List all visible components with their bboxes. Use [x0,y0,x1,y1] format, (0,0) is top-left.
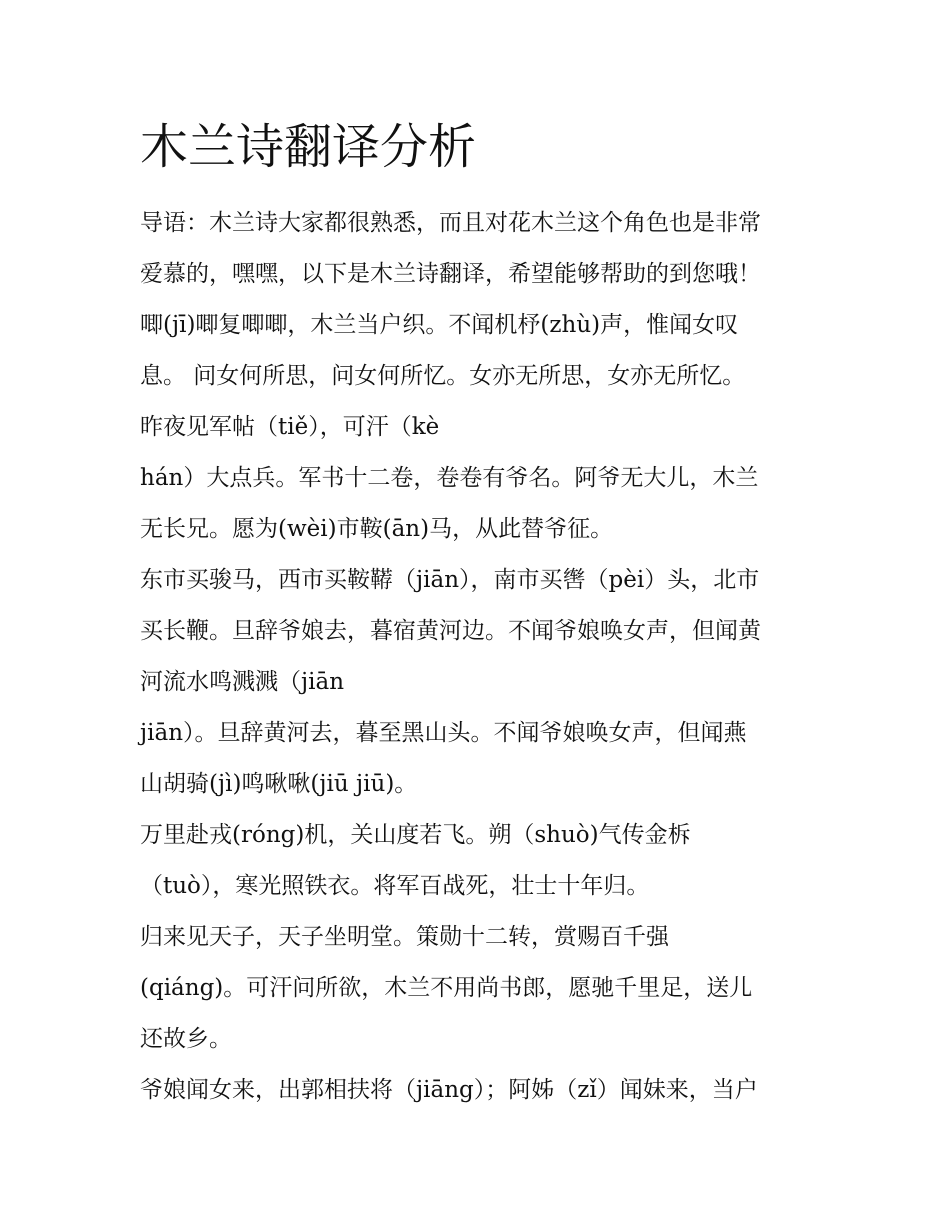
document-title: 木兰诗翻译分析 [140,119,477,175]
text-line: 昨夜见军帖（tiě），可汗（kè [140,414,440,440]
text-line: 河流水鸣溅溅（jiān [140,669,345,695]
text-line: jiān）。旦辞黄河去，暮至黑山头。不闻爷娘唤女声，但闻燕 [140,720,747,746]
text-line: 息。 问女何所思，问女何所忆。女亦无所思，女亦无所忆。 [140,363,746,389]
text-line: hán）大点兵。军书十二卷，卷卷有爷名。阿爷无大儿，木兰 [140,465,759,491]
text-line: 山胡骑(jì)鸣啾啾(jiū jiū)。 [140,771,418,797]
text-line: 万里赴戎(róng)机，关山度若飞。朔（shuò)气传金柝 [140,822,691,848]
text-line: 爱慕的，嘿嘿，以下是木兰诗翻译，希望能够帮助的到您哦！ [140,261,761,287]
document-page [140,112,830,1116]
text-line: 爷娘闻女来，出郭相扶将（jiāng）；阿姊（zǐ）闻妹来，当户 [140,1077,758,1103]
text-line: 唧(jī)唧复唧唧，木兰当户织。不闻机杼(zhù)声，惟闻女叹 [140,312,739,338]
text-line: 导语：木兰诗大家都很熟悉，而且对花木兰这个角色也是非常 [140,210,761,236]
text-line: 归来见天子，天子坐明堂。策勋十二转，赏赐百千强 [140,924,669,950]
text-line: 买长鞭。旦辞爷娘去，暮宿黄河边。不闻爷娘唤女声，但闻黄 [140,618,761,644]
text-line: （tuò），寒光照铁衣。将军百战死，壮士十年归。 [140,873,650,899]
document-body [140,198,830,1116]
text-line: (qiáng)。可汗问所欲，木兰不用尚书郎，愿驰千里足，送儿 [140,975,753,1001]
text-line: 东市买骏马，西市买鞍鞯（jiān），南市买辔（pèi）头，北市 [140,567,760,593]
text-line: 无长兄。愿为(wèi)市鞍(ān)马，从此替爷征。 [140,516,614,542]
text-line: 还故乡。 [140,1026,232,1052]
